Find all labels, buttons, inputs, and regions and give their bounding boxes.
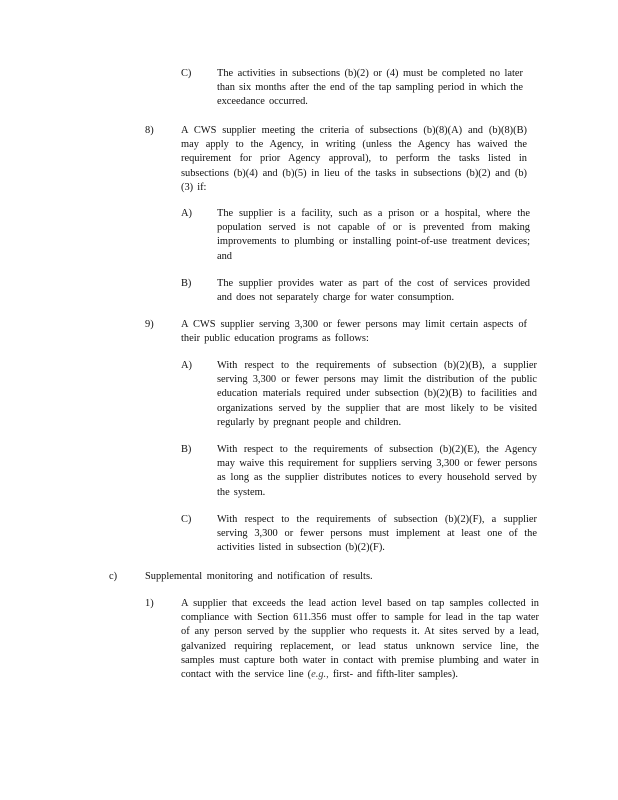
item-label: B) [181,278,192,289]
item-label: A) [181,208,192,219]
item-label: 8) [145,125,154,136]
item-label: A) [181,360,192,371]
item-text: The activities in subsections (b)(2) or (4) must be completed no later than six months after the end of the tap sampling period in which the exceedance occurred. [217,68,523,108]
section-heading: Supplemental monitoring and notification of results. [145,571,373,582]
eg-abbreviation: e.g., [311,669,329,681]
item-label: B) [181,444,192,455]
section-label: c) [109,571,118,582]
item-text: The supplier provides water as part of the cost of services provided and does not separately charge for water consumption. [217,278,530,304]
item-text: With respect to the requirements of subsection (b)(2)(F), a supplier serving 3,300 or fewer persons must implement at least one of the activities listed in subsection (b)(2)(F). [217,514,537,554]
item-text: With respect to the requirements of subsection (b)(2)(B), a supplier serving 3,300 or fewer persons may limit the distribution of the public education materials required under subsection (b)(2)(B) to facilities and organizations served by the supplier that are most likely to be visited regularly by pregnant people and children. [217,360,537,428]
item-text: With respect to the requirements of subsection (b)(2)(E), the Agency may waive this requirement for suppliers serving 3,300 or fewer persons as long as the supplier distributes notices to every household served by the system. [217,444,537,498]
item-label: C) [181,514,192,525]
item-text: A CWS supplier meeting the criteria of subsections (b)(8)(A) and (b)(8)(B) may apply to the Agency, in writing (unless the Agency has waived the requirement for prior Agency approval), to perform the tasks listed in subsections (b)(4) and (b)(5) in lieu of the tasks in subsections (b)(2) and (b)(3) if: [181,125,527,193]
item-label: C) [181,68,192,79]
item-text: A CWS supplier serving 3,300 or fewer persons may limit certain aspects of their public education programs as follows: [181,319,527,345]
item-text: The supplier is a facility, such as a prison or a hospital, where the population served is not capable of or is prevented from making improvements to plumbing or installing point-of-use treatment devices; and [217,208,530,262]
item-text: A supplier that exceeds the lead action level based on tap samples collected in compliance with Section 611.356 must offer to sample for lead in the tap water of any person served by the supplier who requests it. At sites served by a lead, galvanized requiring replacement, or lead status unknown service line, the samples must capture both water in contact with premise plumbing and water in contact with the service line (e.g., first- and fifth-liter samples). [181,598,539,681]
item-label: 1) [145,598,154,609]
item-label: 9) [145,319,154,330]
